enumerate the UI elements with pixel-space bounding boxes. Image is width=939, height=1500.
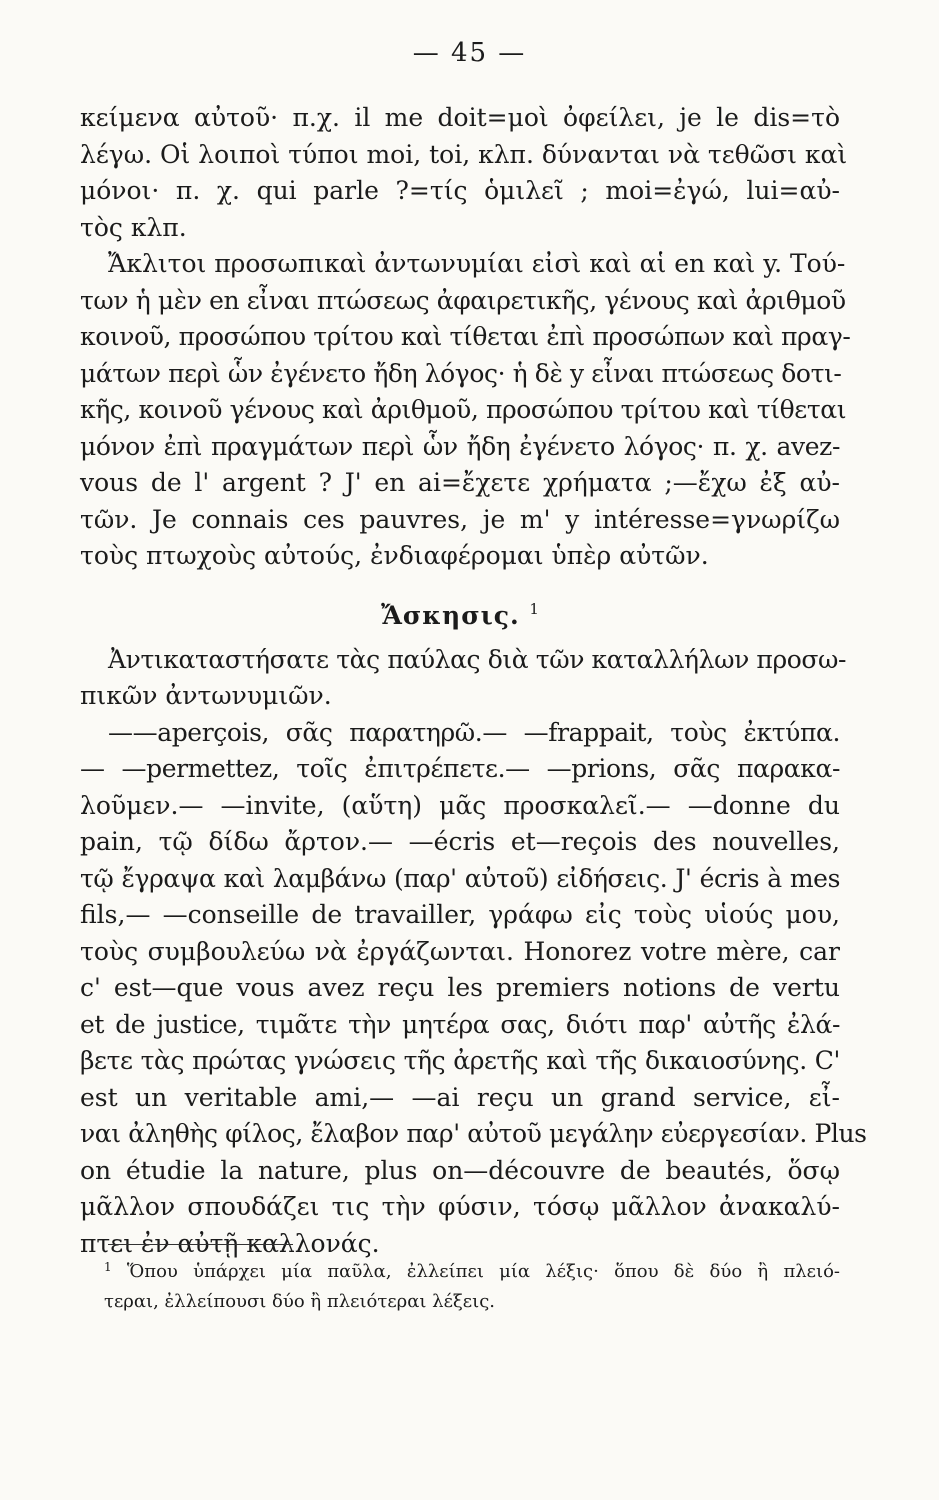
text-line: — —permettez, τοῖς ἐπιτρέπετε.— —prions, σᾶς παρακα- — [80, 754, 840, 783]
page-number: — 45 — — [412, 38, 527, 68]
text-line: τοὺς συμβουλεύω νὰ ἐργάζωνται. Honorez votre mère, car — [80, 936, 840, 966]
footnote-text: Ὅπου ὑπάρχει μία παῦλα, ἐλλείπει μία λέξις· ὅπου δὲ δύο ἢ πλειό- — [126, 1261, 840, 1282]
footnote-line — [104, 1252, 840, 1287]
text-line: μόνον ἐπὶ πραγμάτων περὶ ὧν ἤδη ἐγένετο λόγος· π. χ. avez- — [80, 431, 840, 461]
text-line: λοῦμεν.— —invite, (αὕτη) μᾶς προσκαλεῖ.— —donne du — [80, 790, 840, 820]
footnote-line: τεραι, ἐλλείπουσι δύο ἢ πλειότεραι λέξεις. — [104, 1291, 495, 1312]
text-line: c' est—que vous avez reçu les premiers notions de vertu — [80, 973, 840, 1002]
text-line: Ἄκλιτοι προσωπικαὶ ἀντωνυμίαι εἰσὶ καὶ αἱ en καὶ y. Τού- — [108, 249, 846, 278]
text-line: τὸς κλπ. — [80, 212, 187, 242]
text-line: τοὺς πτωχοὺς αὐτούς, ἐνδιαφέρομαι ὑπὲρ αὐτῶν. — [80, 541, 709, 570]
text-line: ——aperçois, σᾶς παρατηρῶ.— —frappait, τοὺς ἐκτύπα. — [108, 717, 840, 747]
text-line: et de justice, τιμᾶτε τὴν μητέρα σας, διότι παρ' αὐτῆς ἐλά- — [80, 1009, 840, 1039]
text-line: μάτων περὶ ὧν ἐγένετο ἤδη λόγος· ἡ δὲ y εἶναι πτώσεως δοτι- — [80, 358, 842, 388]
text-line: fils,— —conseille de travailler, γράφω εἰς τοὺς υἱούς μου, — [80, 900, 840, 929]
text-line: est un veritable ami,— —ai reçu un grand service, εἶ- — [80, 1082, 840, 1112]
text-line: μᾶλλον σπουδάζει τις τὴν φύσιν, τόσῳ μᾶλλον ἀνακαλύ- — [80, 1192, 840, 1221]
footnote-marker: 1 — [104, 1260, 112, 1274]
text-line: pain, τῷ δίδω ἄρτον.— —écris et—reçois des nouvelles, — [80, 827, 840, 856]
text-line: τῶν. Je connais ces pauvres, je m' y intéresse=γνωρίζω — [80, 504, 840, 534]
section-heading — [80, 589, 840, 636]
text-line: βετε τὰς πρώτας γνώσεις τῆς ἀρετῆς καὶ τῆς δικαιοσύνης. C' — [80, 1046, 840, 1075]
heading-text: Ἄσκησις. — [381, 600, 520, 630]
text-line: λέγω. Οἱ λοιποὶ τύποι moi, toi, κλπ. δύνανται νὰ τεθῶσι καὶ — [80, 139, 848, 169]
text-line: μόνοι· π. χ. qui parle ?=τίς ὁμιλεῖ ; moi=ἐγώ, lui=αὐ- — [80, 176, 840, 205]
text-line: πικῶν ἀντωνυμιῶν. — [80, 681, 332, 710]
text-line: κοινοῦ, προσώπου τρίτου καὶ τίθεται ἐπὶ προσώπων καὶ πραγ- — [80, 322, 851, 351]
main-text — [80, 100, 867, 1262]
text-line: πτει ἐν αὐτῇ καλλονάς. — [80, 1228, 380, 1258]
text-line: κείμενα αὐτοῦ· π.χ. il me doit=μοὶ ὀφείλει, je le dis=τὸ — [80, 103, 840, 132]
footnote — [104, 1252, 840, 1317]
text-line: κῆς, κοινοῦ γένους καὶ ἀριθμοῦ, προσώπου τρίτου καὶ τίθεται — [80, 395, 847, 424]
text-line: on étudie la nature, plus on—découvre de beautés, ὅσῳ — [80, 1155, 840, 1185]
text-line: vous de l' argent ? J' en ai=ἔχετε χρήματα ;—ἔχω ἐξ αὐ- — [80, 468, 840, 497]
footnote-divider — [108, 1244, 293, 1245]
text-line: Ἀντικαταστήσατε τὰς παύλας διὰ τῶν καταλλήλων προσω- — [108, 644, 847, 674]
text-line: ναι ἀληθὴς φίλος, ἔλαβον παρ' αὐτοῦ μεγάλην εὐεργεσίαν. Plus — [80, 1119, 867, 1148]
text-line: τῷ ἔγραψα καὶ λαμβάνω (παρ' αὐτοῦ) εἰδήσεις. J' écris à mes — [80, 863, 840, 893]
footnote-ref: 1 — [529, 599, 539, 618]
text-line: των ἡ μὲν en εἶναι πτώσεως ἀφαιρετικῆς, γένους καὶ ἀριθμοῦ — [80, 285, 846, 315]
